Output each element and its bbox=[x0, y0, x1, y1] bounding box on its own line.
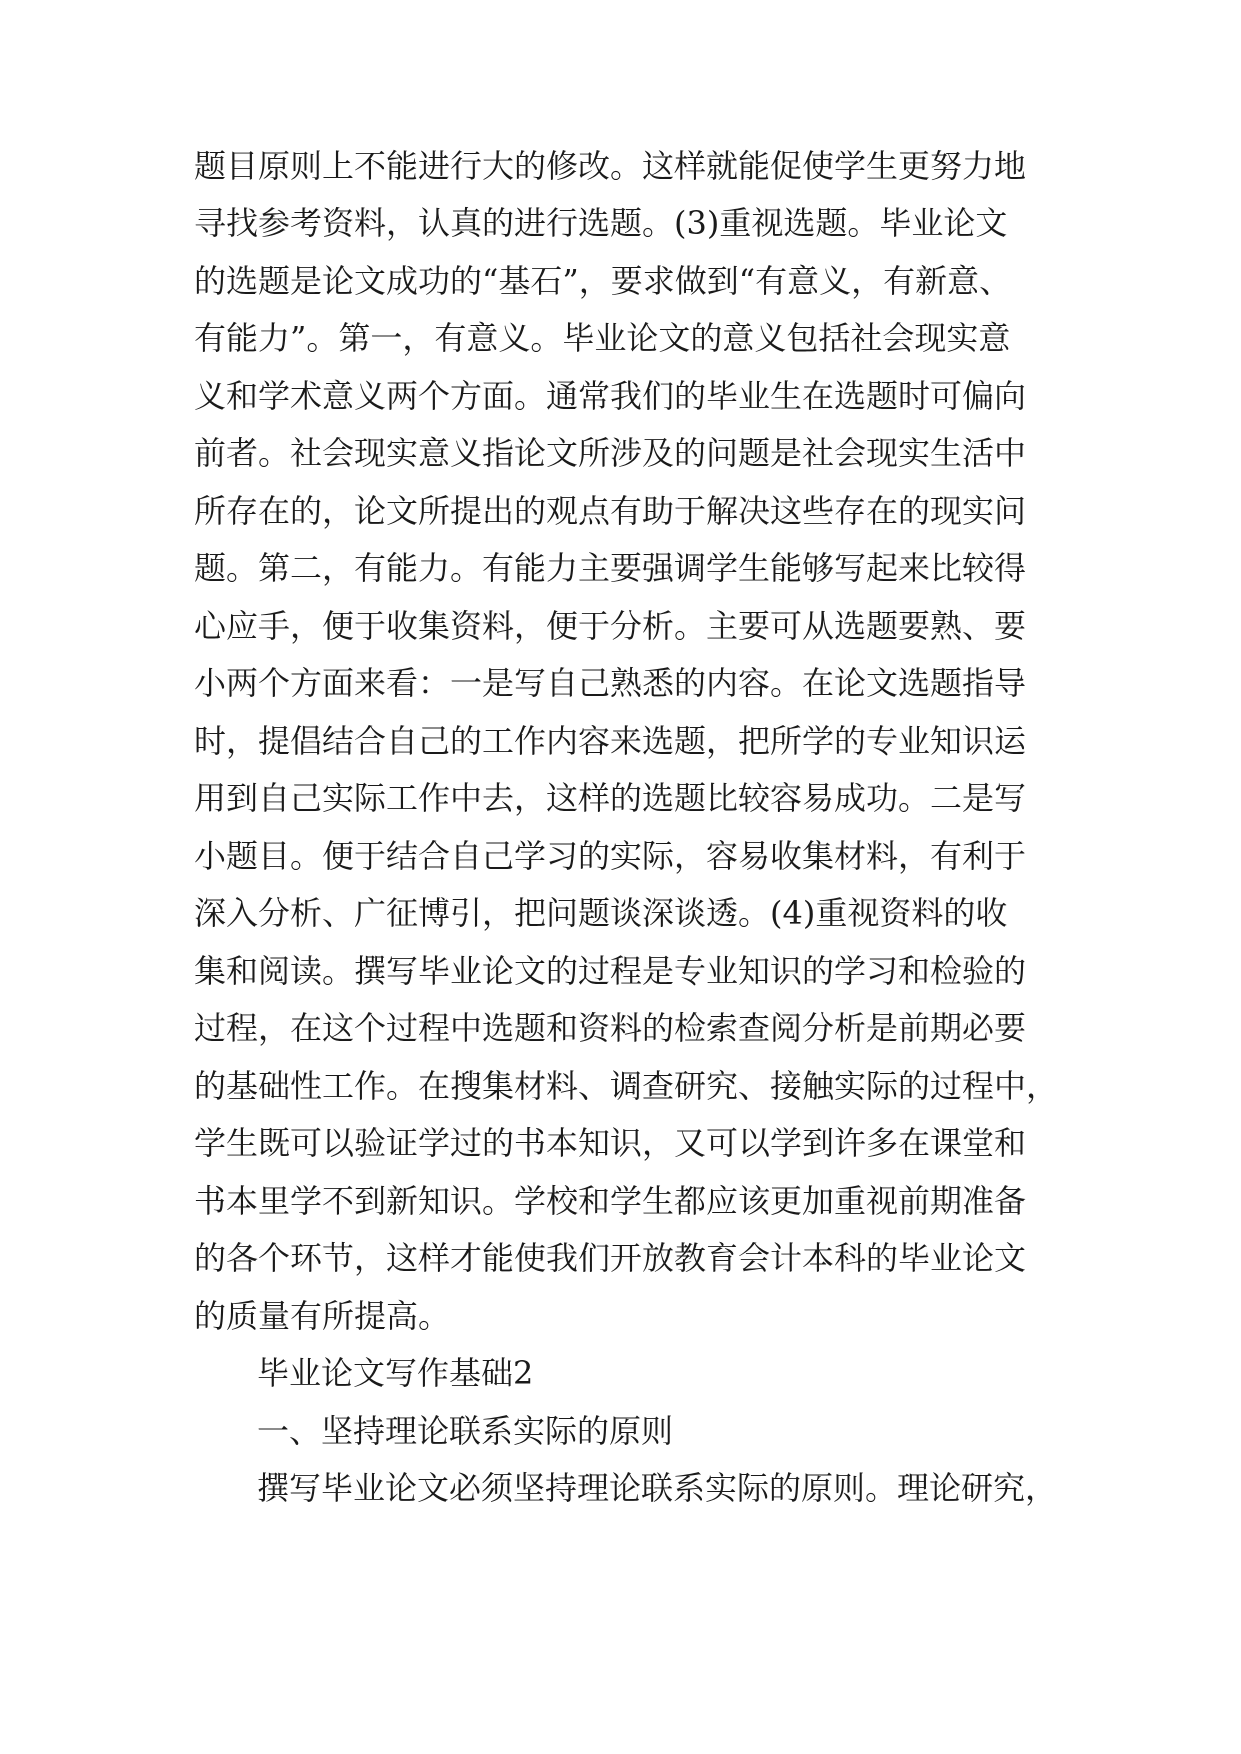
body-text-line: 撰写毕业论文必须坚持理论联系实际的原则。理论研究， bbox=[257, 1469, 1058, 1507]
body-text-line: 题目原则上不能进行大的修改。这样就能促使学生更努力地 bbox=[194, 147, 1027, 185]
body-text-line: 用到自己实际工作中去，这样的选题比较容易成功。二是写 bbox=[194, 779, 1027, 817]
body-text-line: 前者。社会现实意义指论文所涉及的问题是社会现实生活中 bbox=[194, 434, 1027, 472]
body-text-line: 心应手，便于收集资料，便于分析。主要可从选题要熟、要 bbox=[194, 607, 1027, 645]
body-text-line: 题。第二，有能力。有能力主要强调学生能够写起来比较得 bbox=[194, 549, 1027, 587]
body-text-line: 的选题是论文成功的“基石”，要求做到“有意义，有新意、 bbox=[194, 262, 1012, 300]
body-text-line: 时，提倡结合自己的工作内容来选题，把所学的专业知识运 bbox=[194, 722, 1027, 760]
body-text-line: 的基础性工作。在搜集材料、调查研究、接触实际的过程中， bbox=[194, 1067, 1059, 1105]
body-text-line: 深入分析、广征博引，把问题谈深谈透。(4)重视资料的收 bbox=[194, 894, 1008, 932]
body-text-line: 寻找参考资料，认真的进行选题。(3)重视选题。毕业论文 bbox=[194, 204, 1008, 242]
body-text-line: 义和学术意义两个方面。通常我们的毕业生在选题时可偏向 bbox=[194, 377, 1027, 415]
body-text-line: 小题目。便于结合自己学习的实际，容易收集材料，有利于 bbox=[194, 837, 1027, 875]
body-text-line: 有能力”。第一，有意义。毕业论文的意义包括社会现实意 bbox=[194, 319, 1011, 357]
subsection-heading: 一、坚持理论联系实际的原则 bbox=[257, 1412, 674, 1450]
body-text-line: 书本里学不到新知识。学校和学生都应该更加重视前期准备 bbox=[194, 1182, 1027, 1220]
body-text-line: 的质量有所提高。 bbox=[194, 1297, 451, 1335]
body-text-line: 所存在的，论文所提出的观点有助于解决这些存在的现实问 bbox=[194, 492, 1027, 530]
body-text-line: 的各个环节，这样才能使我们开放教育会计本科的毕业论文 bbox=[194, 1239, 1027, 1277]
body-text-line: 集和阅读。撰写毕业论文的过程是专业知识的学习和检验的 bbox=[194, 952, 1027, 990]
body-text-line: 过程，在这个过程中选题和资料的检索查阅分析是前期必要 bbox=[194, 1009, 1027, 1047]
section-heading: 毕业论文写作基础2 bbox=[257, 1354, 534, 1392]
body-text-line: 学生既可以验证学过的书本知识，又可以学到许多在课堂和 bbox=[194, 1124, 1027, 1162]
body-text-line: 小两个方面来看：一是写自己熟悉的内容。在论文选题指导 bbox=[194, 664, 1027, 702]
